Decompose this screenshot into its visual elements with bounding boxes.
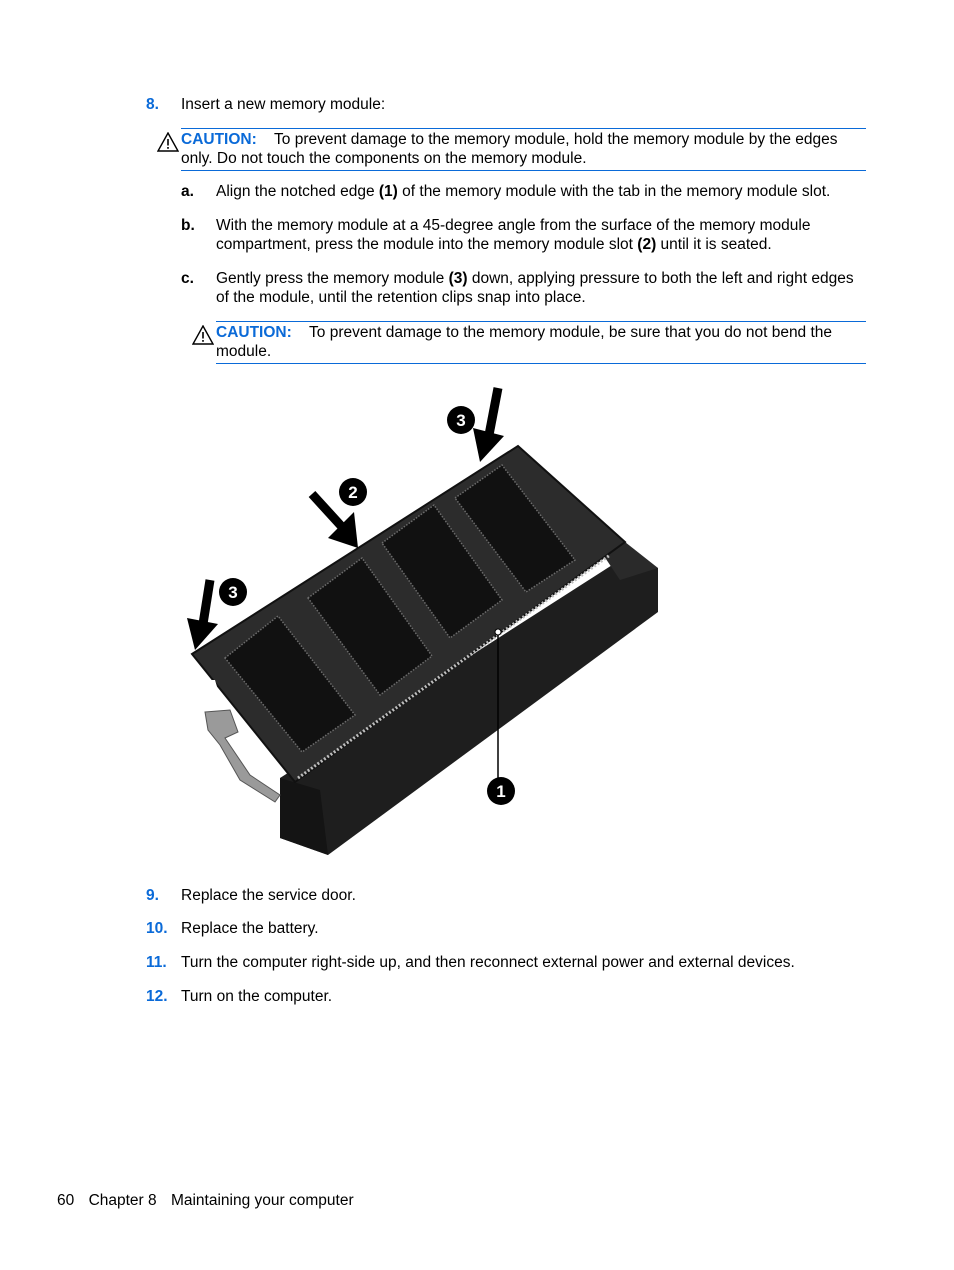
caution-box-2 [216, 321, 866, 364]
svg-text:3: 3 [228, 583, 238, 602]
substep-letter-b: b. [181, 217, 195, 234]
step-text-9: Replace the service door. [181, 887, 356, 904]
step-text-8: Insert a new memory module: [181, 96, 386, 113]
step-number-8: 8. [146, 96, 159, 113]
callout-1 [487, 777, 515, 805]
substep-text-c: Gently press the memory module (3) down, applying pressure to both the left and right edges of the module, until the retention clips snap into place. [216, 270, 854, 306]
page-number: 60 [57, 1192, 75, 1209]
warning-triangle-icon [192, 325, 214, 345]
callout-2 [339, 478, 367, 506]
substep-letter-c: c. [181, 270, 194, 287]
substep-text-b: With the memory module at a 45-degree angle from the surface of the memory module compartment, press the module into the memory module slot (2) until it is seated. [216, 217, 811, 253]
warning-triangle-icon [157, 132, 179, 152]
step-text-11: Turn the computer right-side up, and then reconnect external power and external devices. [181, 954, 795, 971]
caution-label: CAUTION: [216, 324, 292, 341]
callout-3-top [447, 406, 475, 434]
svg-text:3: 3 [456, 411, 466, 430]
step-number-10: 10. [146, 920, 168, 937]
memory-module-illustration [180, 380, 670, 865]
svg-text:1: 1 [496, 782, 506, 801]
callout-3-left [219, 578, 247, 606]
step-number-9: 9. [146, 887, 159, 904]
caution-box-1 [181, 128, 866, 171]
caution-text: To prevent damage to the memory module, hold the memory module by the edges only. Do not touch the components on the memory module. [181, 131, 838, 167]
step-number-11: 11. [146, 954, 167, 971]
substep-letter-a: a. [181, 183, 194, 200]
svg-text:2: 2 [348, 483, 358, 502]
step-text-12: Turn on the computer. [181, 988, 333, 1005]
arrow-down-icon [473, 388, 504, 462]
footer-chapter-title: Maintaining your computer [170, 1192, 354, 1209]
step-number-12: 12. [146, 988, 168, 1005]
footer-chapter: Chapter 8 [88, 1192, 157, 1209]
caution-label: CAUTION: [181, 131, 257, 148]
page-footer [57, 1191, 364, 1211]
substep-text-a: Align the notched edge (1) of the memory module with the tab in the memory module slot. [216, 183, 831, 200]
caution-text: To prevent damage to the memory module, be sure that you do not bend the module. [216, 324, 833, 360]
step-text-10: Replace the battery. [181, 920, 319, 937]
